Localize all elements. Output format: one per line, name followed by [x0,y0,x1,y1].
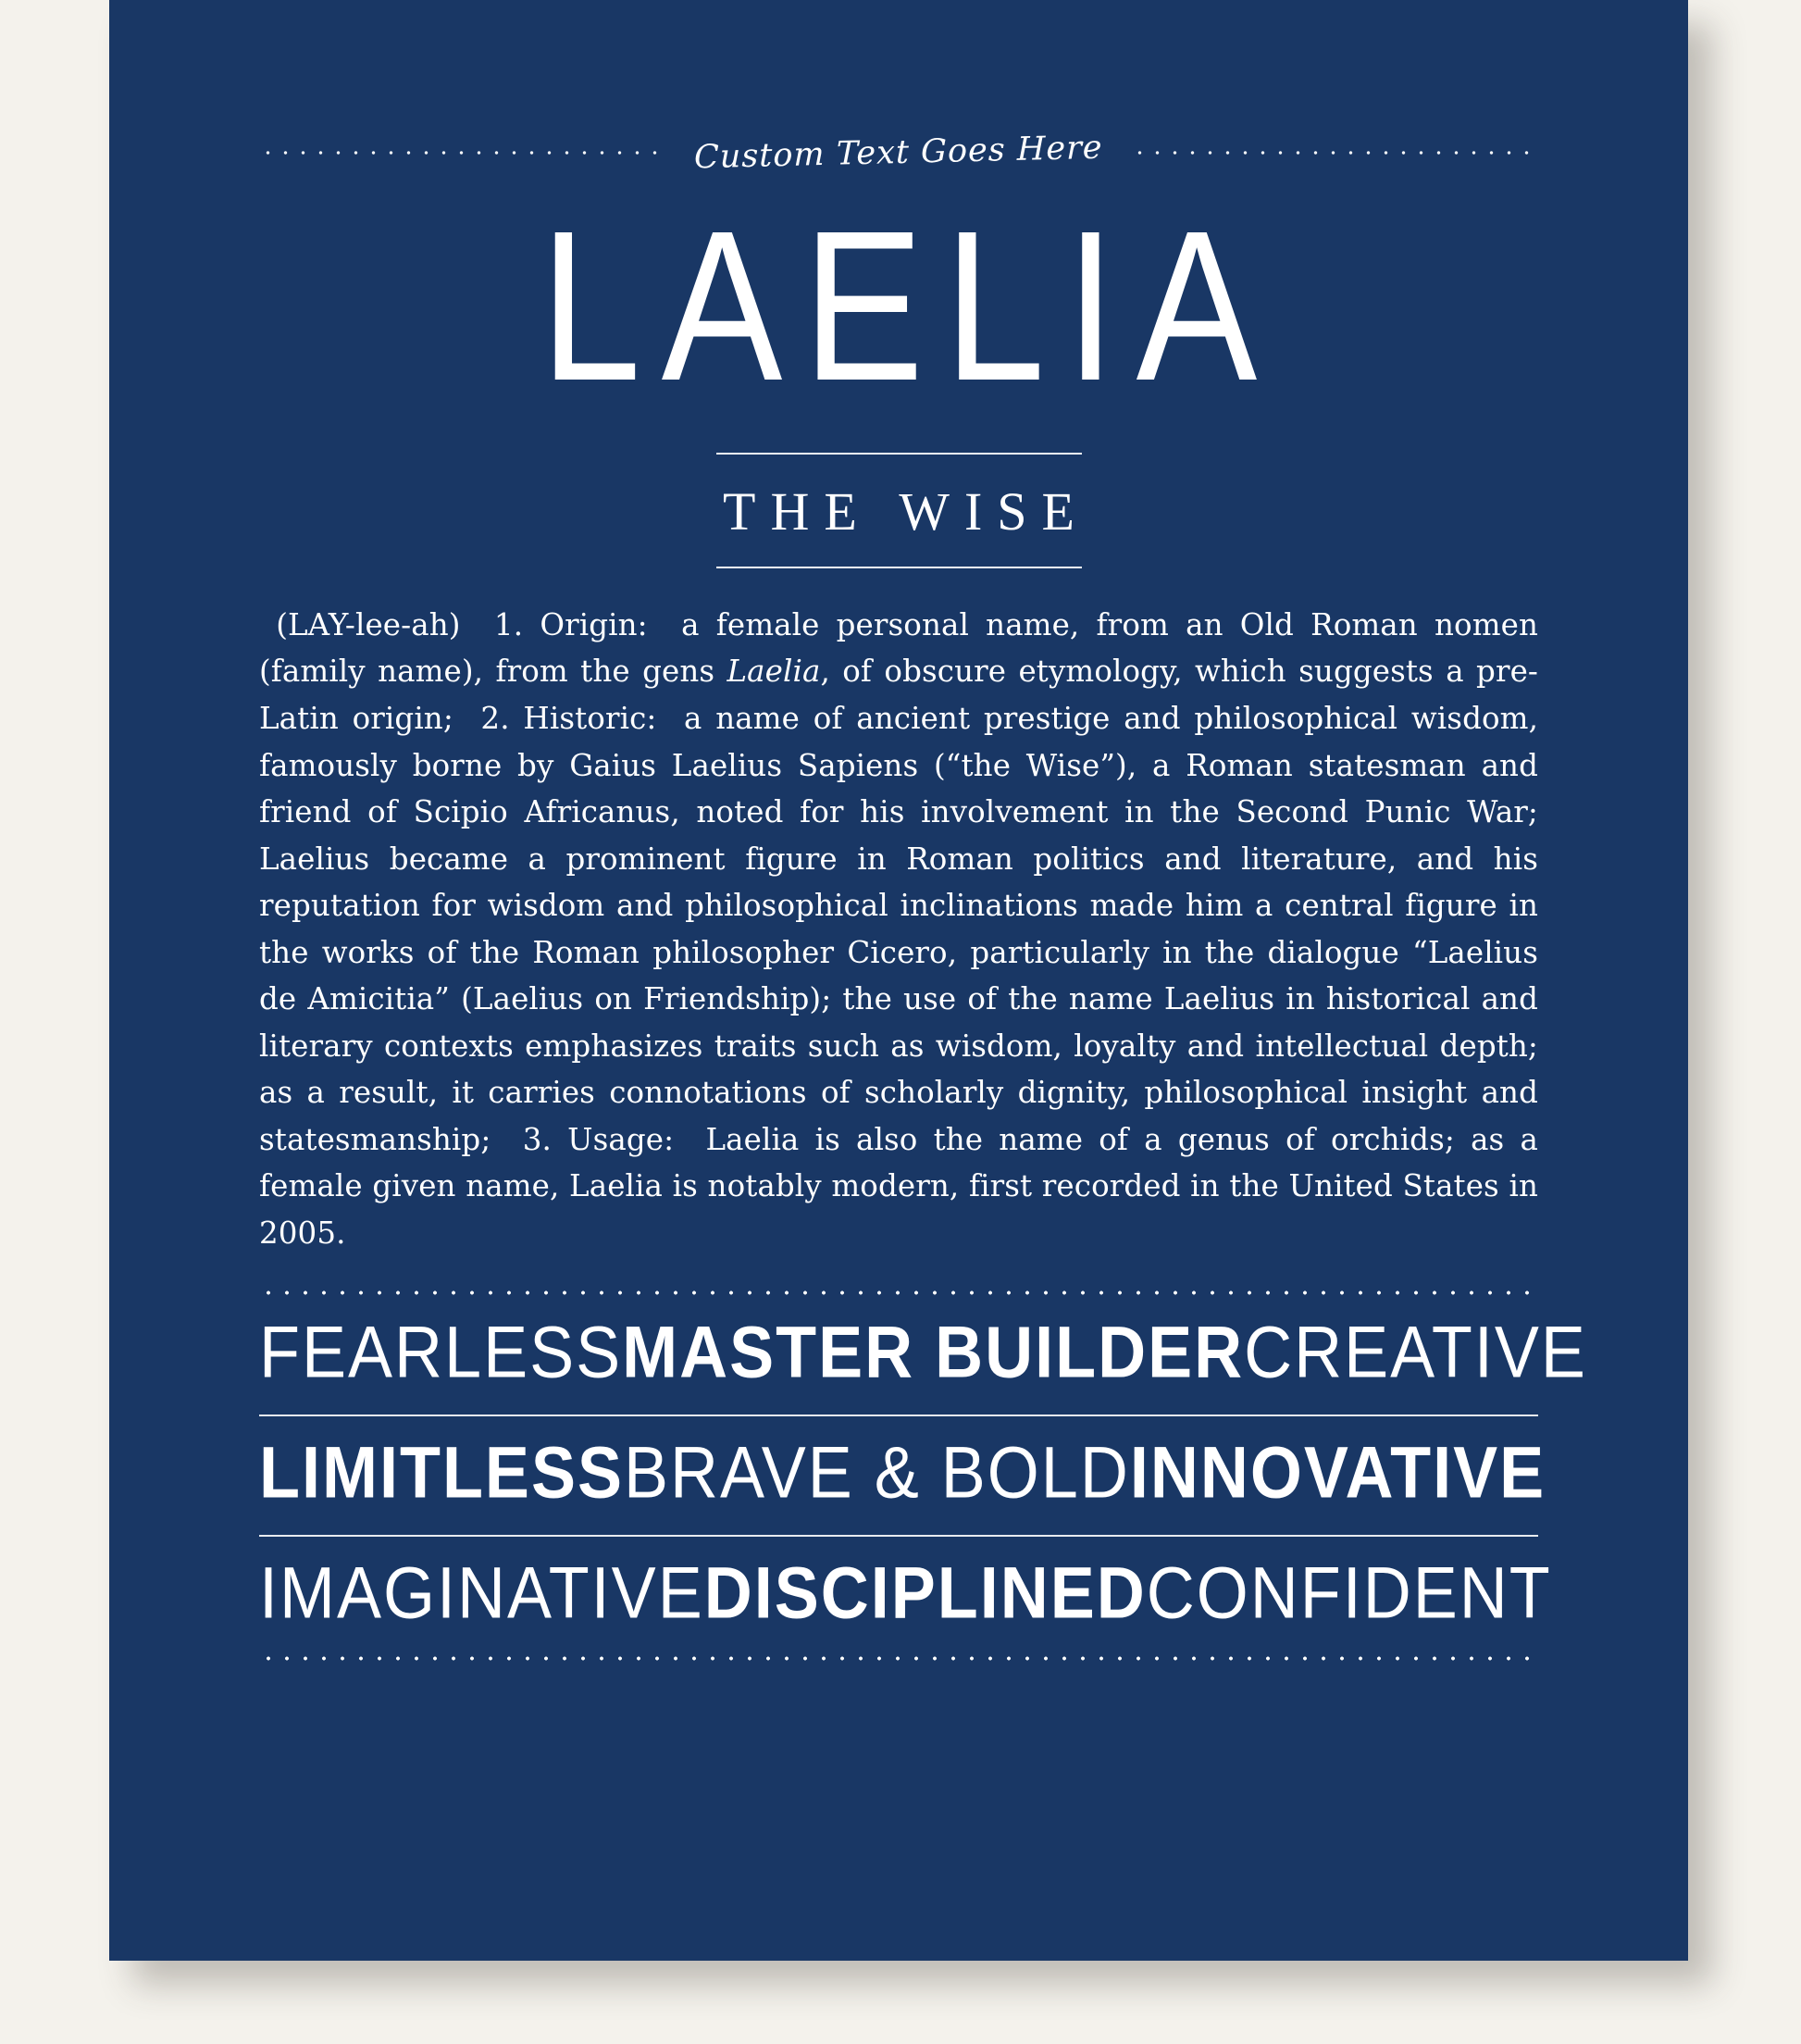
epithet-text: THE WISE [723,480,1089,542]
trait-left: FEARLESS [259,1312,623,1394]
traits-dotted-rule-top [259,1290,1538,1296]
trait-right: CREATIVE [1244,1312,1587,1394]
name-art-poster [109,0,1688,1961]
trait-center: BRAVE & BOLD [624,1432,1130,1514]
epithet-rule-bottom [716,567,1082,568]
trait-right: CONFIDENT [1146,1552,1552,1635]
epithet-block [259,453,1538,568]
trait-row [259,1416,1546,1535]
epithet-rule-top [716,453,1082,455]
dotted-divider-left [259,150,666,156]
custom-text: Custom Text Goes Here [694,129,1103,177]
trait-row [259,1296,1587,1415]
trait-left: LIMITLESS [259,1432,624,1514]
traits-rule-1 [259,1415,1538,1416]
traits-rule-2 [259,1535,1538,1537]
trait-left: IMAGINATIVE [259,1552,704,1635]
page-title: LAELIA [540,186,1278,426]
custom-text-row [259,125,1538,181]
definition-paragraph: (LAY-lee-ah) 1. Origin: a female personal name, from an Old Roman nomen (family name), from the gens Laelia, of obscure etymology, which suggests a pre-Latin origin; 2. Historic: a name of ancient prestige and philosophical wisdom, famously borne by Gaius Laelius Sapiens (“the Wise”), a Roman statesman and friend of Scipio Africanus, noted for his involvement in the Second Punic War; Laelius became a prominent figure in Roman politics and literature, and his reputation for wisdom and philosophical inclinations made him a central figure in the works of the Roman philosopher Cicero, particularly in the dialogue “Laelius de Amicitia” (Laelius on Friendship); the use of the name Laelius in historical and literary contexts emphasizes traits such as wisdom, loyalty and intellectual depth; as a result, it carries connotations of scholarly dignity, philosophical insight and statesmanship; 3. Usage: Laelia is also the name of a genus of orchids; as a female given name, Laelia is notably modern, first recorded in the United States in 2005. [259,606,1539,1251]
dotted-divider-right [1131,150,1538,156]
traits-section [259,1290,1587,1662]
poster-content [109,0,1688,1961]
trait-center: DISCIPLINED [703,1552,1147,1635]
trait-row [259,1537,1552,1655]
trait-center: MASTER BUILDER [622,1312,1245,1394]
traits-dotted-rule-bottom [259,1655,1538,1662]
trait-right: INNOVATIVE [1129,1432,1546,1514]
